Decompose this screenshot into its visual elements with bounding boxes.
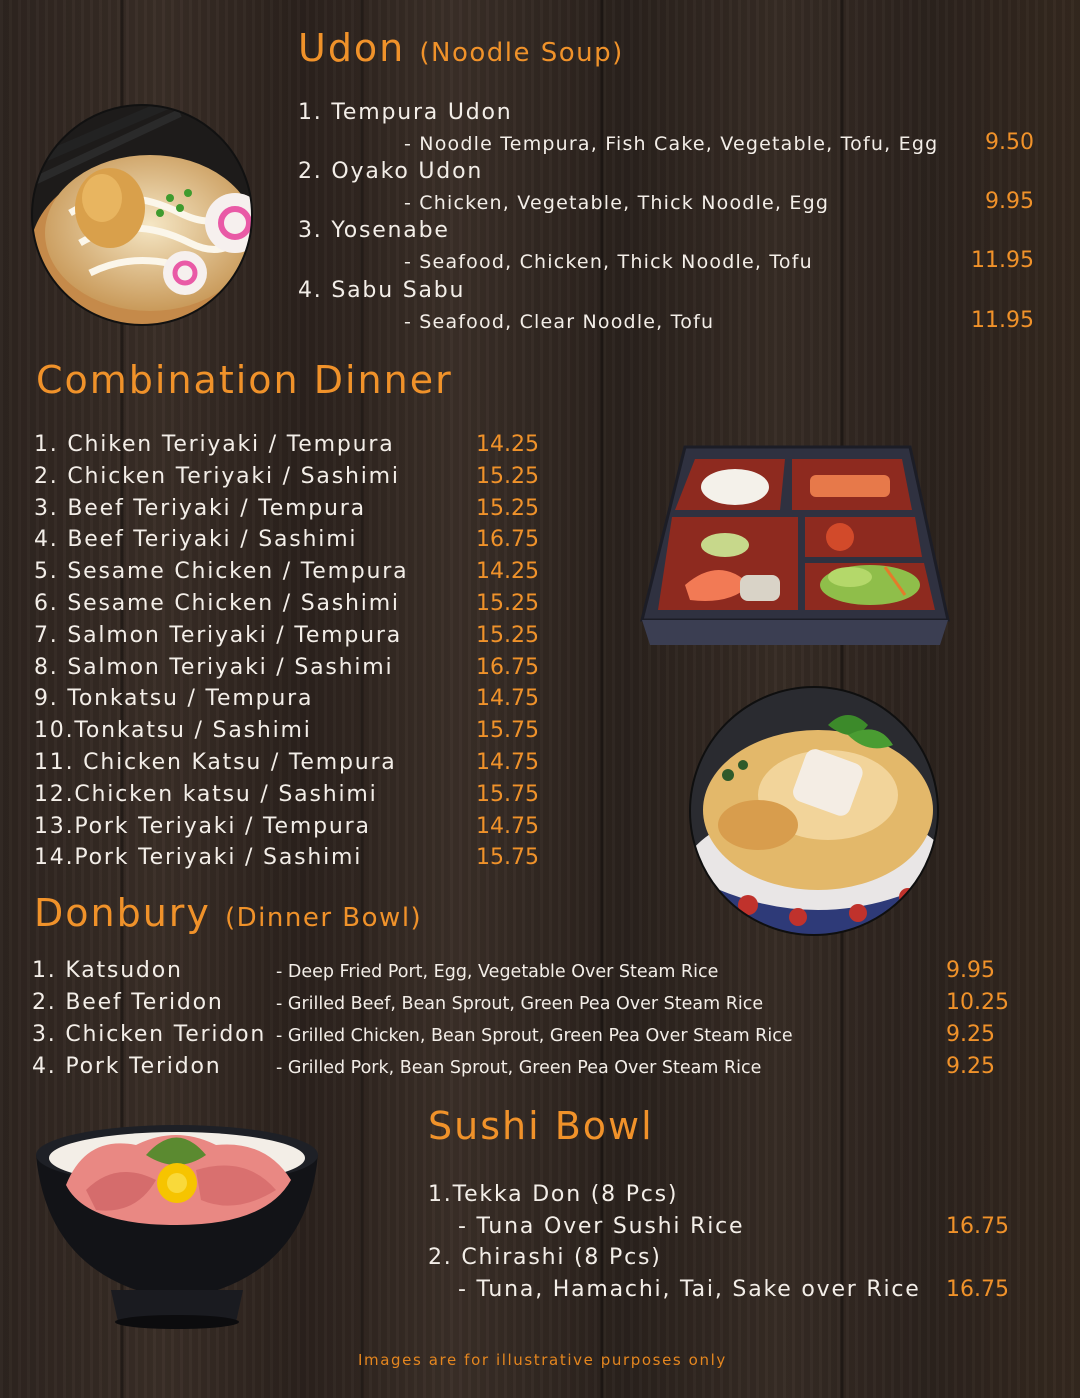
donbury-item-3: 3. Chicken Teridon	[32, 1022, 267, 1047]
combination-item-name: 12.Chicken katsu / Sashimi	[34, 781, 378, 807]
udon-item-1-desc: - Noodle Tempura, Fish Cake, Vegetable, Tofu, Egg	[404, 133, 939, 155]
combination-item-price: 15.25	[476, 463, 539, 489]
donbury-item-4: 4. Pork Teridon	[32, 1054, 222, 1079]
donbury-item-1-price: 9.95	[946, 958, 995, 983]
udon-title: Udon	[298, 26, 406, 70]
combination-heading: Combination Dinner	[36, 358, 453, 402]
combination-row	[34, 782, 554, 814]
combination-row	[34, 432, 554, 464]
combination-row	[34, 718, 554, 750]
udon-heading	[298, 26, 624, 70]
combination-item-name: 1. Chiken Teriyaki / Tempura	[34, 432, 395, 457]
udon-item-4: 4. Sabu Sabu	[298, 278, 466, 303]
combination-item-name: 9. Tonkatsu / Tempura	[34, 686, 314, 712]
combination-item-name: 7. Salmon Teriyaki / Tempura	[34, 622, 403, 648]
donbury-item-2: 2. Beef Teridon	[32, 990, 224, 1015]
combination-row	[34, 623, 554, 655]
combination-row	[34, 559, 554, 591]
combination-item-name: 13.Pork Teriyaki / Tempura	[34, 813, 371, 839]
donbury-title: Donbury	[34, 891, 211, 935]
combination-item-price: 14.25	[476, 432, 539, 457]
udon-subtitle: (Noodle Soup)	[419, 38, 624, 68]
udon-item-2: 2. Oyako Udon	[298, 159, 484, 184]
donbury-item-1: 1. Katsudon	[32, 958, 183, 983]
donbury-item-2-desc: - Grilled Beef, Bean Sprout, Green Pea Over Steam Rice	[276, 994, 764, 1014]
combination-row	[34, 496, 554, 528]
combination-item-name: 11. Chicken Katsu / Tempura	[34, 749, 397, 775]
udon-item-2-price: 9.95	[985, 189, 1034, 214]
combination-row	[34, 845, 554, 877]
udon-item-4-price: 11.95	[971, 308, 1034, 333]
udon-item-3-desc: - Seafood, Chicken, Thick Noodle, Tofu	[404, 251, 813, 273]
sushi-item-2-price: 16.75	[946, 1277, 1009, 1302]
combination-row	[34, 814, 554, 846]
combination-item-price: 14.25	[476, 559, 539, 585]
sushi-item-2: 2. Chirashi (8 Pcs)	[428, 1245, 662, 1270]
udon-item-4-desc: - Seafood, Clear Noodle, Tofu	[404, 311, 715, 333]
udon-item-3: 3. Yosenabe	[298, 218, 450, 243]
tuna-bowl-photo	[36, 1100, 318, 1330]
combination-item-name: 10.Tonkatsu / Sashimi	[34, 718, 312, 744]
combination-row	[34, 464, 554, 496]
combination-item-price: 15.75	[476, 718, 539, 744]
sushi-item-1-desc: - Tuna Over Sushi Rice	[458, 1214, 745, 1239]
footer-disclaimer: Images are for illustrative purposes only	[358, 1351, 727, 1369]
udon-item-3-price: 11.95	[971, 248, 1034, 273]
sushi-item-1: 1.Tekka Don (8 Pcs)	[428, 1182, 679, 1207]
combination-item-name: 5. Sesame Chicken / Tempura	[34, 559, 409, 585]
udon-item-1: 1. Tempura Udon	[298, 100, 513, 125]
sushi-item-2-desc: - Tuna, Hamachi, Tai, Sake over Rice	[458, 1277, 921, 1302]
donbury-item-4-price: 9.25	[946, 1054, 995, 1079]
katsudon-bowl-photo	[688, 685, 940, 937]
combination-item-price: 15.25	[476, 495, 539, 521]
donbury-item-3-price: 9.25	[946, 1022, 995, 1047]
combination-item-name: 4. Beef Teriyaki / Sashimi	[34, 527, 358, 553]
donbury-heading	[34, 891, 422, 935]
combination-item-price: 14.75	[476, 686, 539, 712]
combination-item-price: 15.75	[476, 845, 539, 871]
combination-item-price: 16.75	[476, 527, 539, 553]
udon-item-2-desc: - Chicken, Vegetable, Thick Noodle, Egg	[404, 192, 830, 214]
combination-row	[34, 750, 554, 782]
donbury-item-4-desc: - Grilled Pork, Bean Sprout, Green Pea Over Steam Rice	[276, 1058, 762, 1078]
combination-item-price: 14.75	[476, 813, 539, 839]
donbury-subtitle: (Dinner Bowl)	[225, 903, 423, 933]
combination-item-name: 3. Beef Teriyaki / Tempura	[34, 495, 366, 521]
combination-row	[34, 686, 554, 718]
combination-item-name: 2. Chicken Teriyaki / Sashimi	[34, 463, 400, 489]
combination-item-price: 16.75	[476, 654, 539, 680]
sushi-item-1-price: 16.75	[946, 1214, 1009, 1239]
combination-item-price: 15.25	[476, 622, 539, 648]
combination-item-price: 14.75	[476, 749, 539, 775]
combination-item-price: 15.75	[476, 781, 539, 807]
combination-item-name: 14.Pork Teriyaki / Sashimi	[34, 845, 363, 871]
combination-row	[34, 591, 554, 623]
combination-item-name: 8. Salmon Teriyaki / Sashimi	[34, 654, 394, 680]
donbury-item-1-desc: - Deep Fried Port, Egg, Vegetable Over Steam Rice	[276, 962, 719, 982]
combination-row	[34, 655, 554, 687]
sushi-bowl-heading: Sushi Bowl	[428, 1104, 654, 1148]
combination-item-price: 15.25	[476, 590, 539, 616]
combination-item-name: 6. Sesame Chicken / Sashimi	[34, 590, 400, 616]
bento-box-photo	[640, 445, 950, 650]
combination-row	[34, 527, 554, 559]
donbury-item-2-price: 10.25	[946, 990, 1009, 1015]
combination-list	[34, 432, 554, 877]
udon-item-1-price: 9.50	[985, 130, 1034, 155]
donbury-item-3-desc: - Grilled Chicken, Bean Sprout, Green Pea Over Steam Rice	[276, 1026, 793, 1046]
udon-bowl-photo	[30, 103, 254, 327]
